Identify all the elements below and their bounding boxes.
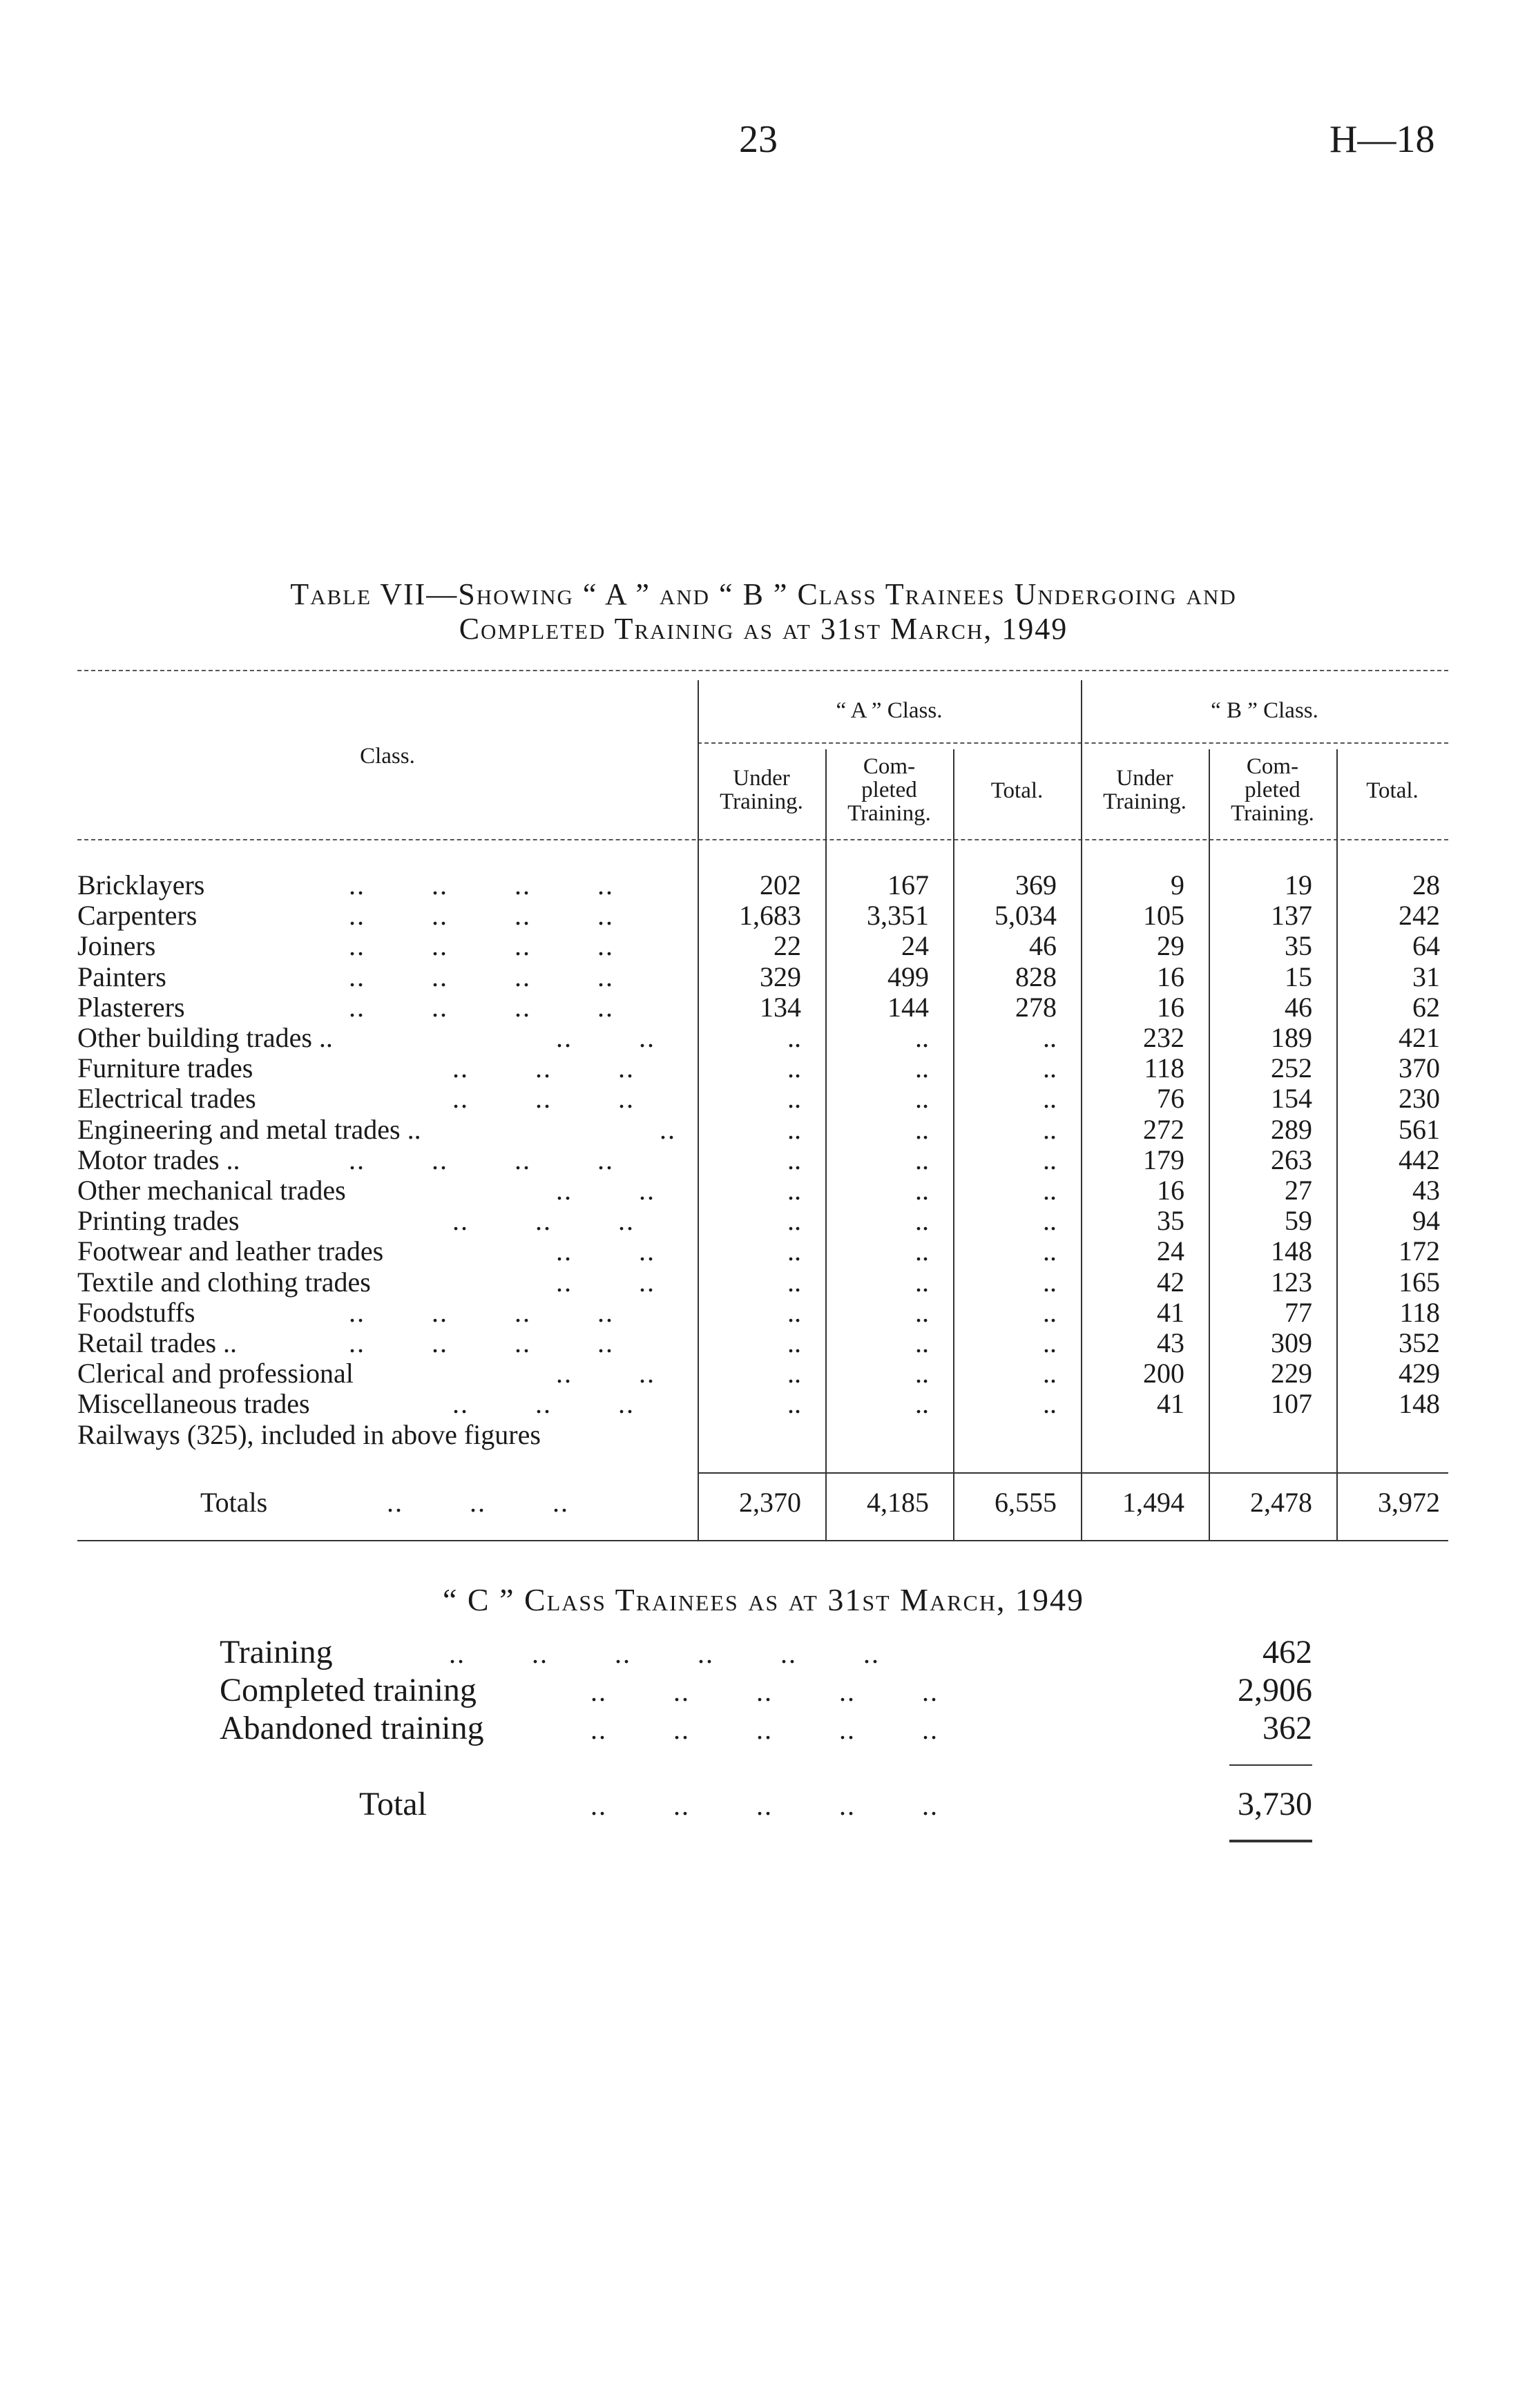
c-total-bottom-rule bbox=[1229, 1840, 1312, 1842]
cell-b-total: 442 bbox=[1399, 1144, 1440, 1175]
cell-a-completed: .. bbox=[915, 1175, 929, 1206]
cell-b-completed: 154 bbox=[1271, 1083, 1312, 1114]
cell-a-completed: .. bbox=[915, 1052, 929, 1083]
leader-dots: .. .. .. .. bbox=[349, 1327, 614, 1358]
leader-dots: .. .. .. .. bbox=[349, 869, 614, 900]
group-header-rule bbox=[698, 742, 1448, 744]
cell-a-completed: .. bbox=[915, 1266, 929, 1298]
cell-a-completed: .. bbox=[915, 1205, 929, 1236]
header-a-total: Total. bbox=[990, 778, 1044, 803]
cell-b-completed: 252 bbox=[1271, 1052, 1312, 1083]
cell-b-completed: 289 bbox=[1271, 1114, 1312, 1145]
c-row-value: 462 bbox=[1262, 1634, 1312, 1670]
cell-b-completed: 189 bbox=[1271, 1022, 1312, 1053]
row-label: Textile and clothing trades bbox=[77, 1266, 371, 1298]
c-row-label: Abandoned training bbox=[220, 1710, 484, 1746]
leader-dots: .. .. .. .. .. bbox=[590, 1676, 939, 1707]
row-label: Painters bbox=[77, 961, 166, 992]
cell-a-under: .. bbox=[787, 1358, 801, 1389]
header-b-completed: Com- pleted Training. bbox=[1231, 754, 1314, 826]
leader-dots: .. .. .. .. .. .. bbox=[449, 1638, 880, 1669]
cell-b-under: 16 bbox=[1157, 992, 1184, 1023]
cell-a-completed: .. bbox=[915, 1022, 929, 1053]
cell-a-total: 6,555 bbox=[995, 1487, 1057, 1518]
cell-a-total: .. bbox=[1043, 1114, 1057, 1145]
cell-b-completed: 77 bbox=[1285, 1297, 1312, 1328]
header-b-total: Total. bbox=[1366, 778, 1419, 803]
cell-b-completed: 263 bbox=[1271, 1144, 1312, 1175]
row-label: Retail trades .. bbox=[77, 1327, 238, 1358]
cell-a-total: .. bbox=[1043, 1235, 1057, 1266]
cell-a-under: .. bbox=[787, 1235, 801, 1266]
leader-dots: .. .. .. .. .. bbox=[590, 1714, 939, 1745]
cell-a-under: .. bbox=[787, 1388, 801, 1419]
cell-b-completed: 229 bbox=[1271, 1358, 1312, 1389]
cell-b-completed: 107 bbox=[1271, 1388, 1312, 1419]
cell-b-under: 1,494 bbox=[1122, 1487, 1184, 1518]
cell-a-total: .. bbox=[1043, 1266, 1057, 1298]
cell-a-total: .. bbox=[1043, 1297, 1057, 1328]
cell-b-total: 421 bbox=[1399, 1022, 1440, 1053]
cell-a-under: .. bbox=[787, 1114, 801, 1145]
cell-b-under: 105 bbox=[1143, 900, 1184, 931]
cell-a-under: 202 bbox=[760, 869, 801, 900]
cell-a-under: .. bbox=[787, 1327, 801, 1358]
leader-dots: .. .. .. .. .. bbox=[590, 1790, 939, 1821]
row-label: Totals bbox=[200, 1487, 268, 1518]
c-row-value: 362 bbox=[1262, 1710, 1312, 1746]
cell-b-total: 370 bbox=[1399, 1052, 1440, 1083]
cell-a-total: .. bbox=[1043, 1327, 1057, 1358]
header-class: Class. bbox=[360, 744, 415, 769]
cell-b-completed: 46 bbox=[1285, 992, 1312, 1023]
cell-a-completed: 3,351 bbox=[867, 900, 929, 931]
row-label: Bricklayers bbox=[77, 869, 205, 900]
c-total-value: 3,730 bbox=[1238, 1786, 1312, 1822]
cell-a-completed: 144 bbox=[887, 992, 929, 1023]
cell-b-under: 272 bbox=[1143, 1114, 1184, 1145]
cell-a-total: 5,034 bbox=[995, 900, 1057, 931]
cell-b-total: 43 bbox=[1412, 1175, 1440, 1206]
cell-a-completed: .. bbox=[915, 1083, 929, 1114]
row-label: Engineering and metal trades .. bbox=[77, 1114, 421, 1145]
leader-dots: .. .. .. .. bbox=[349, 1297, 614, 1328]
row-label: Clerical and professional bbox=[77, 1358, 354, 1389]
cell-b-completed: 35 bbox=[1285, 930, 1312, 961]
cell-b-under: 16 bbox=[1157, 961, 1184, 992]
leader-dots: .. .. .. bbox=[387, 1487, 569, 1518]
cell-a-total: .. bbox=[1043, 1388, 1057, 1419]
cell-b-under: 118 bbox=[1144, 1052, 1184, 1083]
page-code: H—18 bbox=[1329, 118, 1435, 161]
header-a-completed: Com- pleted Training. bbox=[847, 754, 931, 826]
cell-b-completed: 19 bbox=[1285, 869, 1312, 900]
c-total-label: Total bbox=[359, 1786, 427, 1822]
header-bottom-rule bbox=[77, 839, 1448, 840]
leader-dots: .. .. bbox=[556, 1235, 655, 1266]
cell-b-total: 561 bbox=[1399, 1114, 1440, 1145]
cell-b-under: 43 bbox=[1157, 1327, 1184, 1358]
cell-b-total: 148 bbox=[1399, 1388, 1440, 1419]
header-b-under: Under Training. bbox=[1103, 766, 1187, 814]
cell-a-under: .. bbox=[787, 1052, 801, 1083]
leader-dots: .. .. .. .. bbox=[349, 930, 614, 961]
header-b-class: “ B ” Class. bbox=[1211, 698, 1318, 723]
header-a-under: Under Training. bbox=[720, 766, 803, 814]
table-title-line2: Completed Training as at 31st March, 1949 bbox=[459, 612, 1068, 646]
row-label: Plasterers bbox=[77, 992, 185, 1023]
cell-b-under: 42 bbox=[1157, 1266, 1184, 1298]
cell-b-total: 118 bbox=[1399, 1297, 1440, 1328]
cell-a-total: .. bbox=[1043, 1358, 1057, 1389]
cell-a-under: .. bbox=[787, 1144, 801, 1175]
cell-a-completed: .. bbox=[915, 1235, 929, 1266]
c-row-label: Completed training bbox=[220, 1672, 477, 1708]
cell-b-total: 94 bbox=[1412, 1205, 1440, 1236]
cell-b-total: 62 bbox=[1412, 992, 1440, 1023]
cell-b-under: 41 bbox=[1157, 1388, 1184, 1419]
cell-b-completed: 59 bbox=[1285, 1205, 1312, 1236]
leader-dots: .. .. .. .. bbox=[349, 900, 614, 931]
cell-a-total: 46 bbox=[1029, 930, 1057, 961]
cell-b-under: 41 bbox=[1157, 1297, 1184, 1328]
leader-dots: .. .. bbox=[556, 1175, 655, 1206]
cell-a-under: .. bbox=[787, 1083, 801, 1114]
row-label: Other mechanical trades bbox=[77, 1175, 346, 1206]
row-label: Foodstuffs bbox=[77, 1297, 195, 1328]
cell-a-completed: .. bbox=[915, 1358, 929, 1389]
cell-b-completed: 123 bbox=[1271, 1266, 1312, 1298]
leader-dots: .. .. .. bbox=[452, 1083, 635, 1114]
cell-a-total: .. bbox=[1043, 1175, 1057, 1206]
leader-dots: .. .. .. bbox=[452, 1052, 635, 1083]
cell-b-under: 16 bbox=[1157, 1175, 1184, 1206]
cell-a-under: .. bbox=[787, 1022, 801, 1053]
cell-a-total: 369 bbox=[1015, 869, 1057, 900]
cell-b-total: 165 bbox=[1399, 1266, 1440, 1298]
cell-a-completed: 499 bbox=[887, 961, 929, 992]
row-label: Other building trades .. bbox=[77, 1022, 333, 1053]
cell-a-completed: .. bbox=[915, 1144, 929, 1175]
cell-b-under: 179 bbox=[1143, 1144, 1184, 1175]
header-a-class: “ A ” Class. bbox=[836, 698, 943, 723]
cell-a-completed: 24 bbox=[901, 930, 929, 961]
cell-b-total: 230 bbox=[1399, 1083, 1440, 1114]
cell-a-total: .. bbox=[1043, 1052, 1057, 1083]
cell-b-completed: 309 bbox=[1271, 1327, 1312, 1358]
cell-b-under: 76 bbox=[1157, 1083, 1184, 1114]
row-label: Furniture trades bbox=[77, 1052, 253, 1083]
leader-dots: .. .. bbox=[556, 1266, 655, 1298]
row-label: Miscellaneous trades bbox=[77, 1388, 310, 1419]
cell-a-completed: 4,185 bbox=[867, 1487, 929, 1518]
cell-b-total: 172 bbox=[1399, 1235, 1440, 1266]
cell-b-completed: 15 bbox=[1285, 961, 1312, 992]
cell-b-completed: 137 bbox=[1271, 900, 1312, 931]
page-number: 23 bbox=[739, 118, 778, 161]
leader-dots: .. .. .. .. bbox=[349, 1144, 614, 1175]
leader-dots: .. .. bbox=[556, 1358, 655, 1389]
leader-dots: .. .. .. .. bbox=[349, 961, 614, 992]
c-total-top-rule bbox=[1229, 1764, 1312, 1766]
table-top-rule bbox=[77, 670, 1448, 671]
cell-a-completed: .. bbox=[915, 1327, 929, 1358]
cell-b-completed: 2,478 bbox=[1250, 1487, 1312, 1518]
cell-b-total: 429 bbox=[1399, 1358, 1440, 1389]
cell-b-under: 200 bbox=[1143, 1358, 1184, 1389]
cell-b-under: 24 bbox=[1157, 1235, 1184, 1266]
cell-b-under: 35 bbox=[1157, 1205, 1184, 1236]
cell-a-total: 828 bbox=[1015, 961, 1057, 992]
table-bottom-rule bbox=[77, 1540, 1448, 1541]
cell-b-total: 64 bbox=[1412, 930, 1440, 961]
cell-a-under: 22 bbox=[774, 930, 801, 961]
leader-dots: .. .. .. .. bbox=[349, 992, 614, 1023]
table-title-line1: Table VII—Showing “ A ” and “ B ” Class Trainees Undergoing and bbox=[290, 577, 1237, 611]
cell-a-completed: .. bbox=[915, 1388, 929, 1419]
leader-dots: .. .. .. bbox=[452, 1388, 635, 1419]
row-label: Joiners bbox=[77, 930, 156, 961]
row-label: Railways (325), included in above figures bbox=[77, 1419, 541, 1450]
totals-top-rule bbox=[698, 1472, 1448, 1474]
cell-a-under: 1,683 bbox=[739, 900, 801, 931]
row-label: Motor trades .. bbox=[77, 1144, 240, 1175]
cell-a-under: 329 bbox=[760, 961, 801, 992]
cell-a-under: .. bbox=[787, 1266, 801, 1298]
cell-b-total: 28 bbox=[1412, 869, 1440, 900]
cell-b-completed: 27 bbox=[1285, 1175, 1312, 1206]
row-label: Footwear and leather trades bbox=[77, 1235, 384, 1266]
cell-a-total: .. bbox=[1043, 1083, 1057, 1114]
leader-dots: .. .. .. bbox=[452, 1205, 635, 1236]
cell-a-completed: .. bbox=[915, 1297, 929, 1328]
cell-b-under: 232 bbox=[1143, 1022, 1184, 1053]
cell-a-total: 278 bbox=[1015, 992, 1057, 1023]
cell-b-completed: 148 bbox=[1271, 1235, 1312, 1266]
c-row-label: Training bbox=[220, 1634, 333, 1670]
cell-a-under: .. bbox=[787, 1297, 801, 1328]
cell-b-total: 31 bbox=[1412, 961, 1440, 992]
row-label: Carpenters bbox=[77, 900, 198, 931]
cell-a-under: 2,370 bbox=[739, 1487, 801, 1518]
leader-dots: .. .. bbox=[556, 1022, 655, 1053]
cell-b-under: 29 bbox=[1157, 930, 1184, 961]
cell-a-total: .. bbox=[1043, 1205, 1057, 1236]
cell-a-under: .. bbox=[787, 1205, 801, 1236]
row-label: Printing trades bbox=[77, 1205, 240, 1236]
cell-b-total: 352 bbox=[1399, 1327, 1440, 1358]
cell-a-under: .. bbox=[787, 1175, 801, 1206]
cell-b-total: 3,972 bbox=[1378, 1487, 1440, 1518]
cell-a-completed: .. bbox=[915, 1114, 929, 1145]
cell-b-total: 242 bbox=[1399, 900, 1440, 931]
cell-a-under: 134 bbox=[760, 992, 801, 1023]
cell-a-completed: 167 bbox=[887, 869, 929, 900]
leader-dots: .. bbox=[660, 1114, 676, 1145]
cell-b-under: 9 bbox=[1171, 869, 1184, 900]
c-class-title: “ C ” Class Trainees as at 31st March, 1949 bbox=[443, 1582, 1084, 1617]
cell-a-total: .. bbox=[1043, 1022, 1057, 1053]
cell-a-total: .. bbox=[1043, 1144, 1057, 1175]
c-row-value: 2,906 bbox=[1238, 1672, 1312, 1708]
row-label: Electrical trades bbox=[77, 1083, 256, 1114]
